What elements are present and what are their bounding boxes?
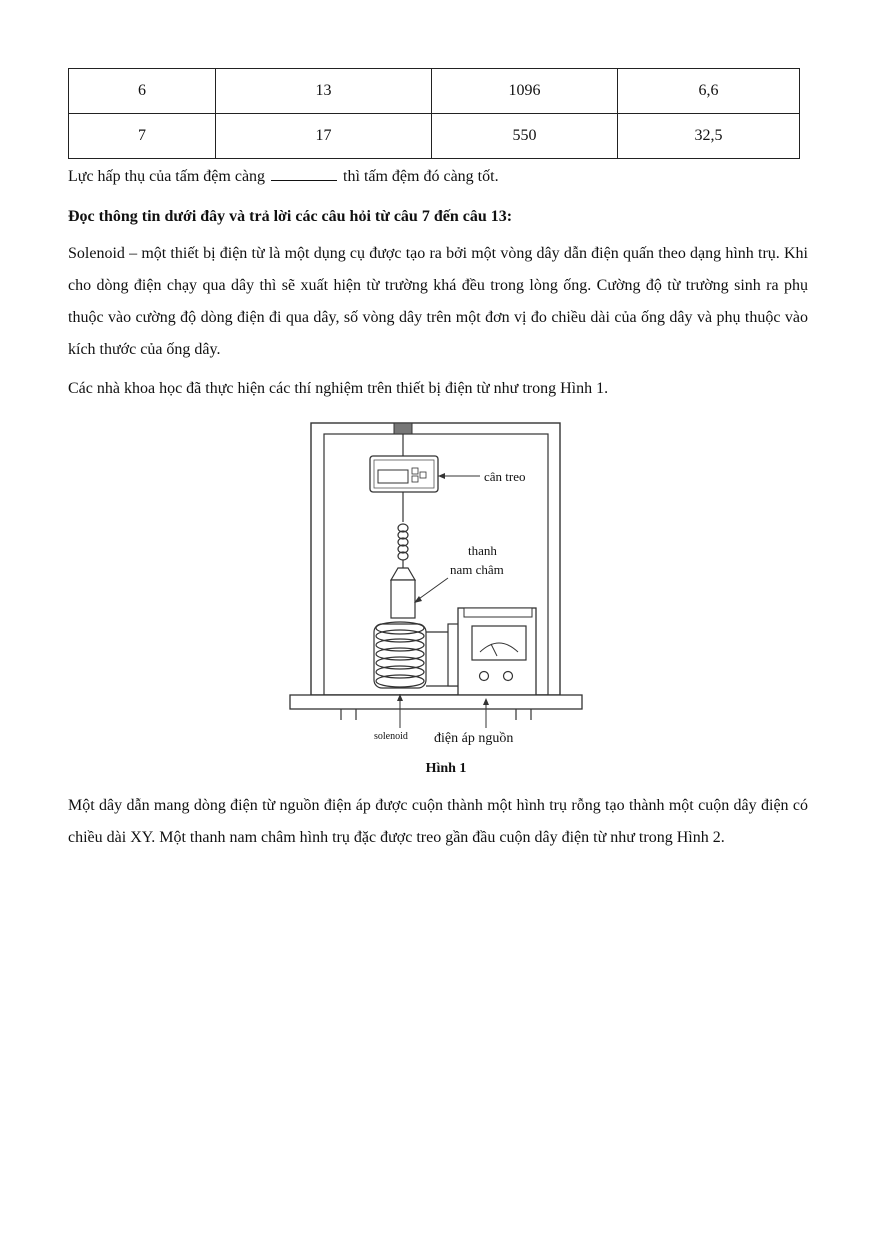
voltage-source	[448, 608, 536, 695]
table-cell: 550	[432, 114, 618, 159]
paragraph-solenoid: Solenoid – một thiết bị điện từ là một dụng cụ được tạo ra bởi một vòng dây dẫn điện quấn theo dạng hình trụ. Khi cho dòng điện chạy qua dây thì sẽ xuất hiện từ trường khá đều trong lòng ống. Cường độ từ trường sinh ra phụ thuộc vào cường độ dòng điện đi qua dây, số vòng dây trên một đơn vị đo chiều dài của ống dây và phụ thuộc vào kích thước của ống dây.	[68, 245, 808, 358]
table-cell: 17	[216, 114, 432, 159]
fill-blank-sentence	[68, 168, 499, 186]
table-cell: 13	[216, 69, 432, 114]
label-magnet-line2: nam châm	[450, 562, 504, 577]
label-solenoid: solenoid	[374, 731, 408, 742]
figure-caption: Hình 1	[425, 761, 467, 776]
label-magnet-line1: thanh	[468, 543, 497, 558]
figure-1	[286, 418, 586, 778]
table-cell: 32,5	[618, 114, 800, 159]
fill-blank-after: thì tấm đệm đó càng tốt.	[343, 168, 499, 185]
table-cell: 7	[69, 114, 216, 159]
section-heading: Đọc thông tin dưới đây và trả lời các câu hỏi từ câu 7 đến câu 13:	[68, 208, 513, 225]
table-row	[69, 69, 800, 114]
data-table	[68, 68, 800, 159]
table-cell: 6	[69, 69, 216, 114]
table-cell: 6,6	[618, 69, 800, 114]
answer-blank	[271, 168, 337, 181]
label-scale: cân treo	[484, 469, 526, 484]
fill-blank-before: Lực hấp thụ của tấm đệm càng	[68, 168, 266, 185]
table-cell: 1096	[432, 69, 618, 114]
spring	[398, 492, 408, 568]
magnet-bar	[391, 568, 415, 618]
solenoid-coil	[374, 622, 426, 688]
experiment-diagram	[286, 418, 586, 778]
paragraph-experiment: Các nhà khoa học đã thực hiện các thí nghiệm trên thiết bị điện từ như trong Hình 1.	[68, 380, 609, 397]
table-row	[69, 114, 800, 159]
label-voltage-source: điện áp nguồn	[434, 731, 514, 746]
paragraph-setup: Một dây dẫn mang dòng điện từ nguồn điện áp được cuộn thành một hình trụ rỗng tạo thành một cuộn dây điện có chiều dài XY. Một thanh nam châm hình trụ đặc được treo gần đầu cuộn dây điện từ như trong Hình 2.	[68, 797, 808, 846]
hanging-scale	[370, 456, 438, 492]
